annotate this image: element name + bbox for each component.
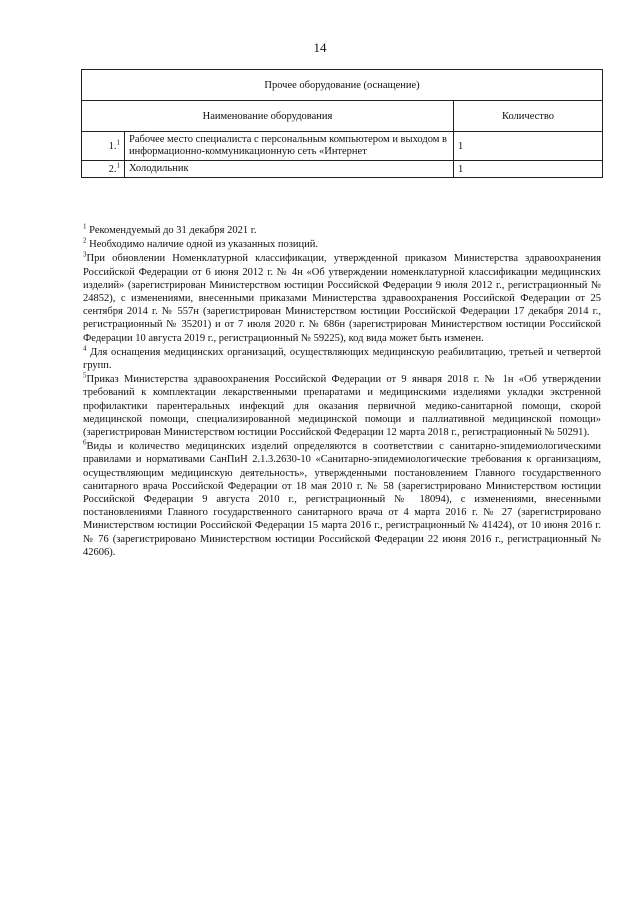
column-header-name: Наименование оборудования bbox=[82, 101, 454, 132]
row-number bbox=[82, 132, 125, 161]
footnote bbox=[83, 373, 601, 439]
footnote-text: Приказ Министерства здравоохранения Российской Федерации от 9 января 2018 г. № 1н «Об утверждении требований к комплектации лекарственными препаратами и медицинскими изделиями укладки экстренной профилактики парентеральных инфекций для оказания первичной медико-санитарной помощи, скорой медицинской помощи, специализированной медицинской помощи и паллиативной медицинской помощи» (зарегистрирован Министерством юстиции Российской Федерации 12 марта 2018 г., регистрационный № 50291). bbox=[83, 374, 601, 439]
row-footnote-mark: 1 bbox=[116, 161, 120, 169]
table-header-row bbox=[82, 101, 603, 132]
footnote bbox=[83, 440, 601, 559]
row-equipment-name: Рабочее место специалиста с персональным компьютером и выходом в информационно-коммуникационную сеть «Интернет bbox=[125, 132, 454, 161]
footnote bbox=[83, 238, 601, 251]
table-caption-row bbox=[82, 70, 603, 101]
footnote bbox=[83, 224, 601, 237]
footnote-text: Для оснащения медицинских организаций, осуществляющих медицинскую реабилитацию, третьей и четвертой групп. bbox=[83, 346, 601, 372]
page-number: 14 bbox=[313, 40, 327, 55]
footnote bbox=[83, 346, 601, 372]
table-row bbox=[82, 161, 603, 178]
equipment-table bbox=[81, 69, 603, 178]
row-quantity: 1 bbox=[454, 161, 603, 178]
footnote-mark: 4 bbox=[83, 344, 87, 353]
footnote-text: Виды и количество медицинских изделий определяются в соответствии с санитарно-эпидемиологическими правилами и нормативами СанПиН 2.1.3.2630-10 «Санитарно-эпидемиологические требования к организациям, осуществляющим медицинскую деятельность», утвержденными постановлением Главного государственного санитарного врача Российской Федерации от 18 мая 2010 г. № 58 (зарегистрировано Министерством юстиции Российской Федерации 9 августа 2010 г., регистрационный № 18094), с изменениями, внесенными постановлениями Главного государственного санитарного врача от 4 марта 2016 г. № 27 (зарегистрировано Министерством юстиции Российской Федерации 15 марта 2016 г., регистрационный № 41424), от 10 июня 2016 г. № 76 (зарегистрировано Министерством юстиции Российской Федерации 22 июня 2016 г., регистрационный № 42606). bbox=[83, 441, 601, 558]
row-number bbox=[82, 161, 125, 178]
footnote-mark: 1 bbox=[83, 222, 87, 231]
column-header-qty: Количество bbox=[454, 101, 603, 132]
footnote-mark: 6 bbox=[83, 438, 87, 447]
row-number-value: 1. bbox=[108, 140, 117, 152]
table-caption: Прочее оборудование (оснащение) bbox=[82, 70, 603, 101]
footnote-mark: 3 bbox=[83, 250, 87, 259]
footnote-mark: 2 bbox=[83, 236, 87, 245]
footnotes bbox=[83, 224, 601, 560]
footnote bbox=[83, 252, 601, 344]
footnote-text: Необходимо наличие одной из указанных позиций. bbox=[86, 239, 318, 251]
table-row bbox=[82, 132, 603, 161]
footnote-mark: 5 bbox=[83, 371, 87, 380]
row-quantity: 1 bbox=[454, 132, 603, 161]
row-footnote-mark: 1 bbox=[116, 138, 120, 146]
footnote-text: Рекомендуемый до 31 декабря 2021 г. bbox=[86, 225, 257, 236]
footnote-text: При обновлении Номенклатурной классификации, утвержденной приказом Министерства здравоохранения Российской Федерации от 6 июня 2012 г. № 4н «Об утверждении номенклатурной классификации медицинских изделий» (зарегистрирован Министерством юстиции Российской Федерации 9 июля 2012 г., регистрационный № 24852), с изменениями, внесенными приказами Министерства здравоохранения Российской Федерации от 25 сентября 2014 г. № 557н (зарегистрирован Министерством юстиции Российской Федерации 17 декабря 2014 г., регистрационный № 35201) и от 7 июля 2020 г. № 686н (зарегистрирован Министерством юстиции Российской Федерации 10 августа 2019 г., регистрационный № 59225), код вида может быть изменен. bbox=[83, 253, 601, 344]
row-equipment-name: Холодильник bbox=[125, 161, 454, 178]
row-number-value: 2. bbox=[108, 163, 117, 175]
